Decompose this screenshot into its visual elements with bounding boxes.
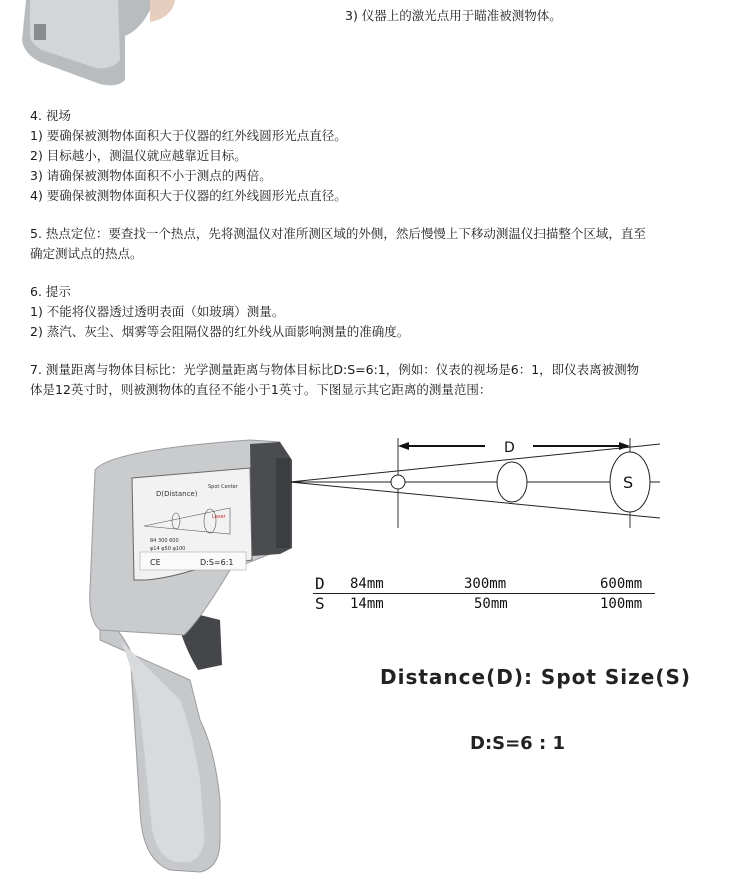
- ds-table-s-value: 50mm: [474, 596, 508, 612]
- section-5-line2: 确定测试点的热点。: [30, 246, 143, 261]
- ratio-caption: D:S=6 : 1: [470, 733, 565, 754]
- device-d-values: 84 300 600: [150, 538, 179, 544]
- spot-circle-small: [391, 475, 405, 489]
- spot-circle-medium: [497, 462, 527, 502]
- section-7-line2: 体是12英寸时，则被测物体的直径不能小于1英寸。下图显示其它距离的测量范围：: [30, 382, 492, 397]
- ds-table-d-value: 84mm: [350, 576, 384, 592]
- ds-table-d-value: 300mm: [464, 576, 507, 592]
- device-photo-top: [0, 0, 200, 90]
- cone-lower-line: [290, 482, 660, 518]
- section-5-line1: 5. 热点定位：要查找一个热点，先将测温仪对准所测区域的外侧，然后慢慢上下移动测温仪扫描整个区域，直至: [30, 226, 646, 241]
- device-s-values: φ14 φ50 φ100: [150, 546, 186, 552]
- device-ratio: D:S=6:1: [200, 558, 234, 567]
- ds-table-s-value: 100mm: [600, 596, 643, 612]
- section-4-title: 4. 视场: [30, 108, 71, 123]
- top-note: 3) 仪器上的激光点用于瞄准被测物体。: [345, 8, 562, 23]
- section-4-item: 3) 请确保被测物体面积不小于测点的两倍。: [30, 168, 272, 183]
- ds-table-s-label: S: [315, 594, 325, 613]
- measurement-cone-diagram: [285, 430, 665, 540]
- section-4-item: 1) 要确保被测物体面积大于仪器的红外线圆形光点直径。: [30, 128, 347, 143]
- section-7-line1: 7. 测量距离与物体目标比：光学测量距离与物体目标比D:S=6:1，例如：仪表的视场是6：1，即仪表离被测物: [30, 362, 640, 377]
- section-6-title: 6. 提示: [30, 284, 71, 299]
- arrowhead-left-icon: [398, 442, 409, 450]
- device-laser-label: Laser: [212, 514, 226, 520]
- ds-table-divider: [313, 593, 655, 594]
- infrared-thermometer-illustration: [80, 430, 310, 885]
- ds-table-d-label: D: [315, 574, 325, 593]
- section-4-item: 4) 要确保被测物体面积大于仪器的红外线圆形光点直径。: [30, 188, 347, 203]
- s-label: S: [623, 473, 634, 492]
- ds-table-d-value: 600mm: [600, 576, 643, 592]
- arrowhead-right-icon: [619, 442, 630, 450]
- section-4-item: 2) 目标越小，测温仪就应越靠近目标。: [30, 148, 247, 163]
- device-spot-center: Spot Center: [208, 484, 238, 490]
- section-6-item: 1) 不能将仪器透过透明表面（如玻璃）测量。: [30, 304, 285, 319]
- d-label: D: [504, 440, 515, 456]
- distance-spot-caption: Distance(D): Spot Size(S): [380, 665, 692, 689]
- device-ce-mark: CE: [150, 558, 161, 567]
- section-6-item: 2) 蒸汽、灰尘、烟雾等会阻隔仪器的红外线从面影响测量的准确度。: [30, 324, 410, 339]
- device-label-title: D(Distance): [156, 490, 198, 498]
- ds-table-s-value: 14mm: [350, 596, 384, 612]
- cone-upper-line: [290, 444, 660, 482]
